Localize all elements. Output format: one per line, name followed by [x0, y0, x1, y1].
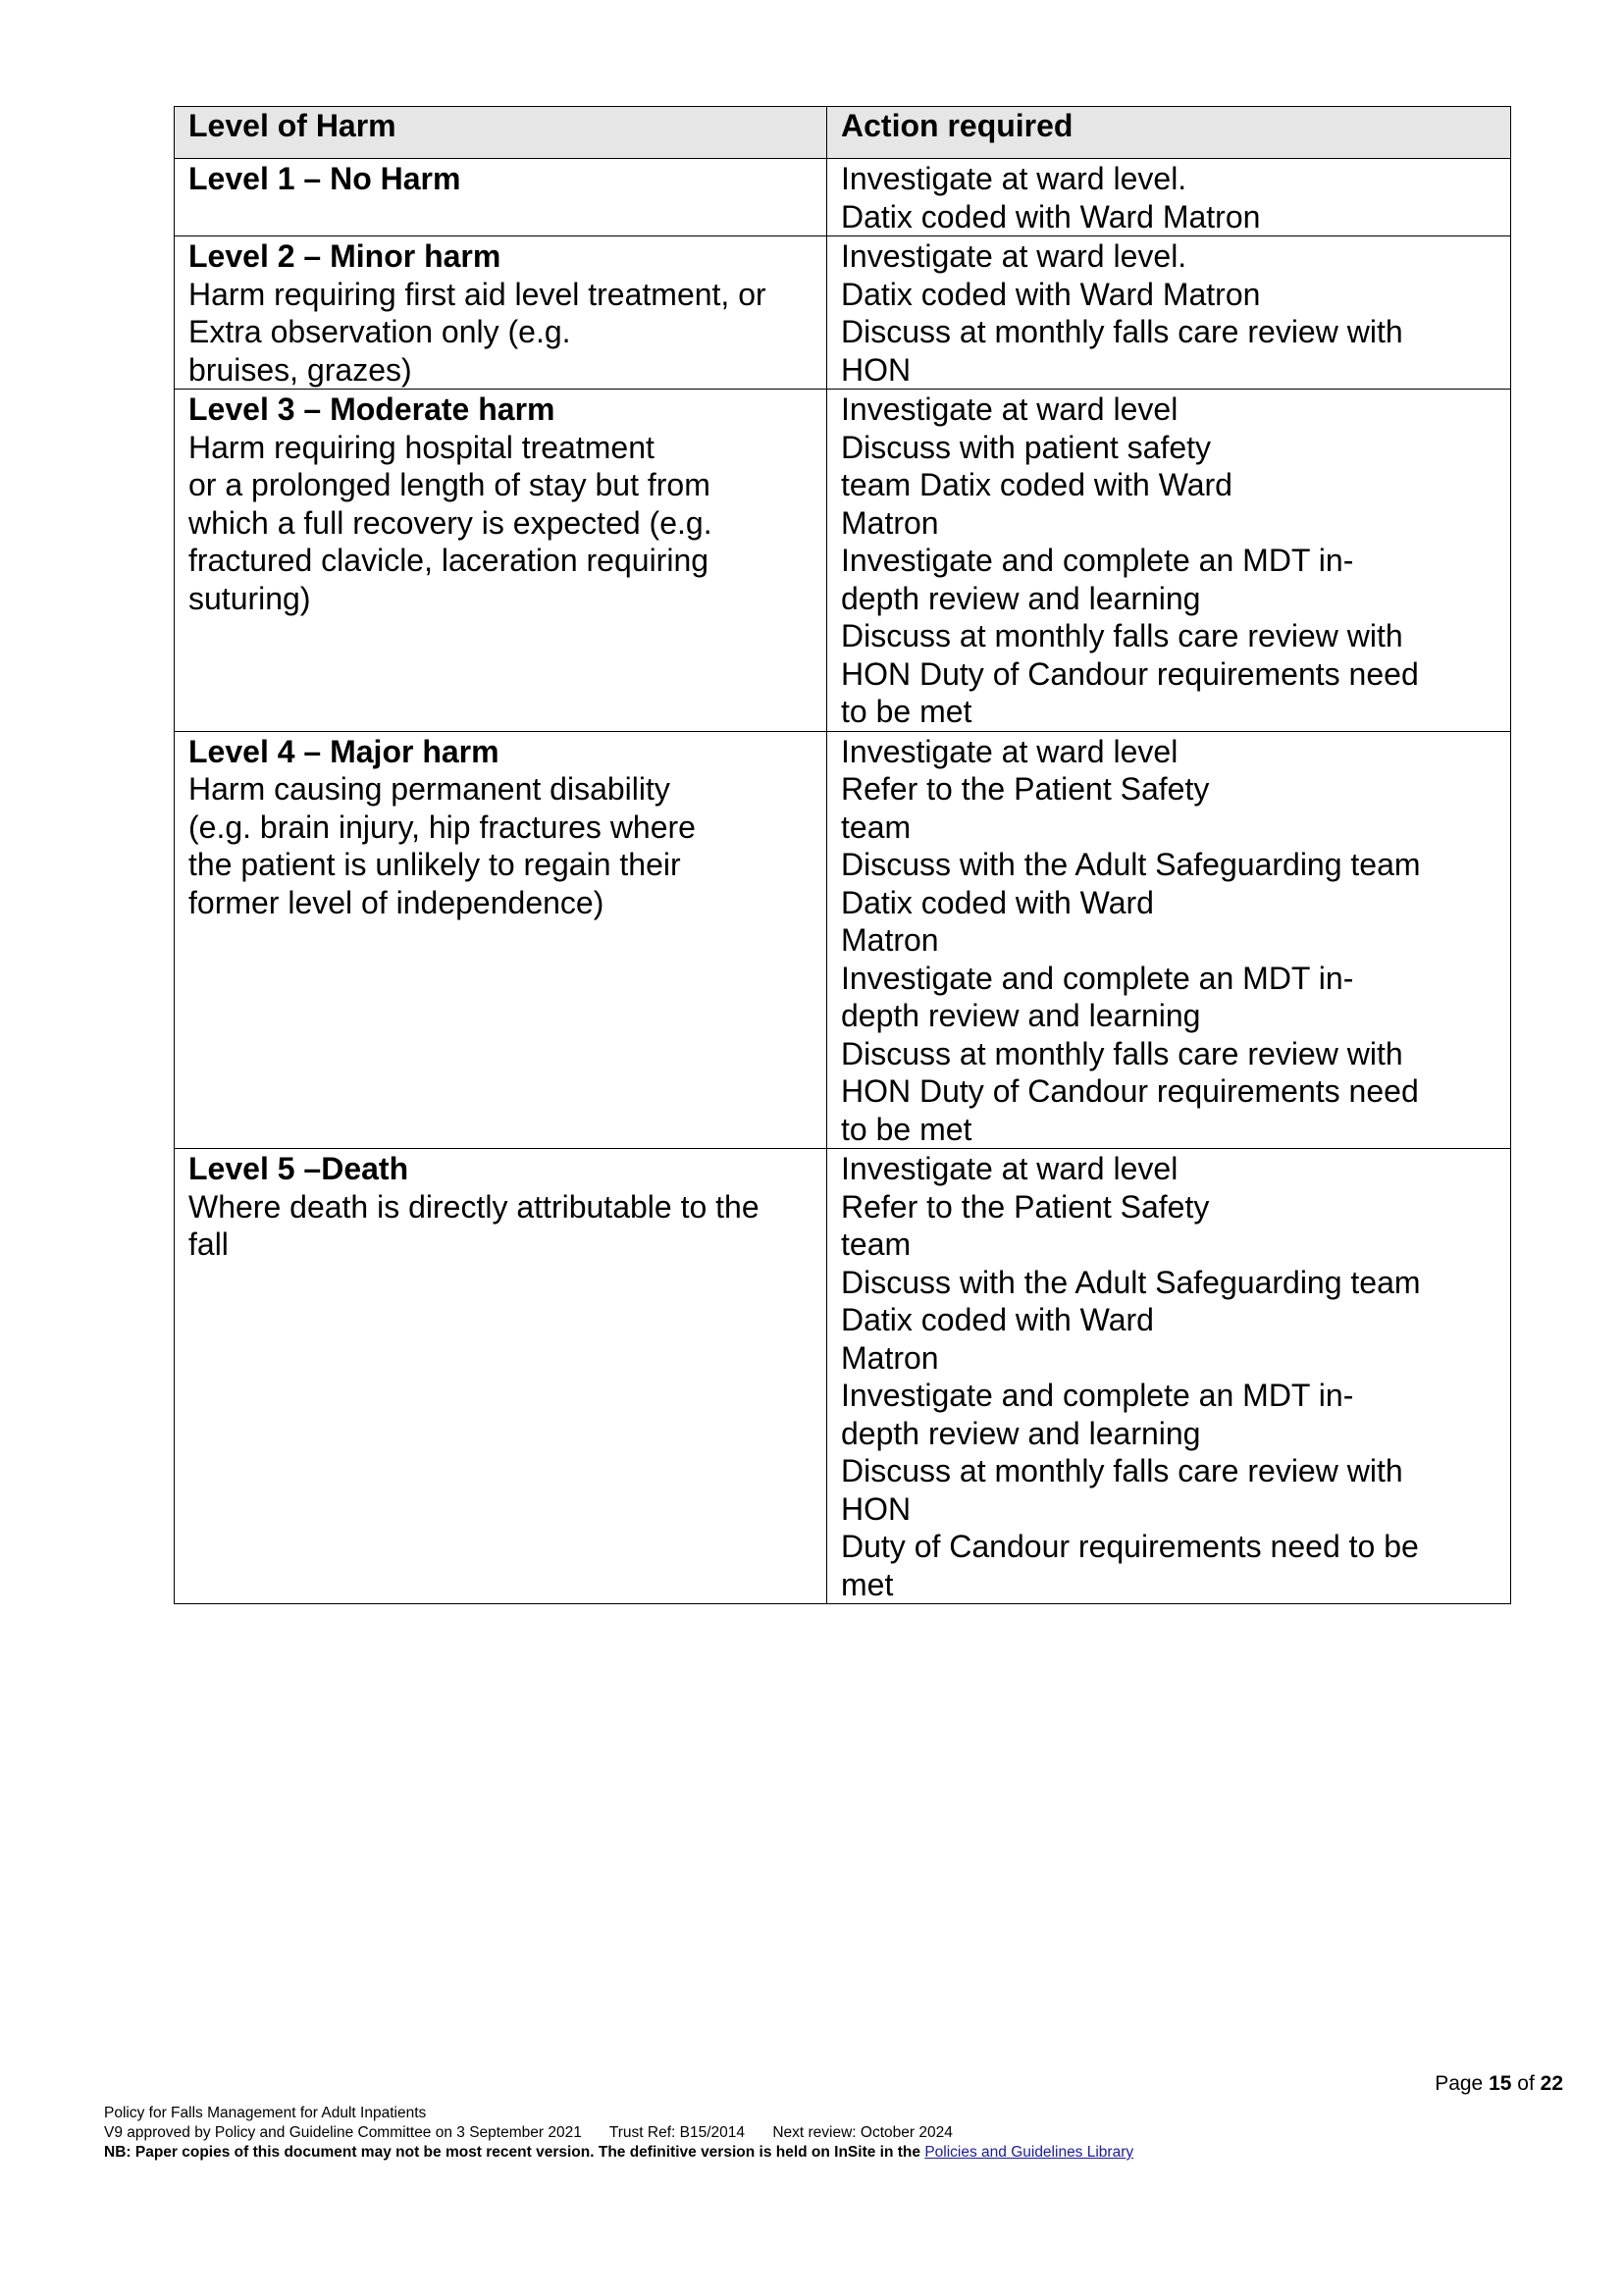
action-line: Datix coded with Ward — [841, 1302, 1154, 1337]
level-description-line: or a prolonged length of stay but from — [188, 467, 710, 502]
level-title: Level 2 – Minor harm — [188, 238, 501, 274]
footer-approval: V9 approved by Policy and Guideline Committee on 3 September 2021 — [104, 2124, 582, 2141]
action-line: to be met — [841, 694, 972, 729]
level-description-line: Harm causing permanent disability — [188, 771, 670, 807]
action-line: Refer to the Patient Safety — [841, 1188, 1210, 1225]
action-line: Datix coded with Ward Matron — [841, 276, 1261, 312]
level-title: Level 4 – Major harm — [188, 733, 499, 769]
footer-nb-line — [104, 2143, 1133, 2163]
level-description-line: (e.g. brain injury, hip fractures where — [188, 808, 696, 845]
page-number — [1435, 2072, 1563, 2096]
table-body — [175, 159, 1511, 1604]
footer-meta-line — [104, 2123, 1133, 2143]
header-action-required: Action required — [827, 107, 1511, 159]
action-line: Investigate and complete an MDT in- — [841, 543, 1354, 578]
level-description-line: suturing) — [188, 580, 311, 616]
action-line: Investigate at ward level — [841, 391, 1179, 427]
action-line: Matron — [841, 504, 939, 541]
action-line: Investigate and complete an MDT in- — [841, 960, 1354, 996]
action-line: Investigate at ward level — [841, 733, 1179, 769]
action-line: Discuss with the Adult Safeguarding team — [841, 1264, 1421, 1300]
page-label: Page — [1435, 2072, 1484, 2095]
level-description-line: Harm requiring hospital treatment — [188, 429, 655, 465]
level-description-line: the patient is unlikely to regain their — [188, 847, 681, 882]
level-description-line: former level of independence) — [188, 884, 604, 920]
action-line: HON Duty of Candour requirements need — [841, 655, 1419, 692]
action-cell — [827, 1149, 1511, 1604]
document-footer — [104, 2104, 1133, 2163]
action-line: HON — [841, 1490, 912, 1527]
action-line: Datix coded with Ward — [841, 884, 1154, 920]
table-row — [175, 731, 1511, 1149]
action-line: Matron — [841, 1339, 939, 1376]
action-line: Investigate and complete an MDT in- — [841, 1378, 1354, 1413]
action-line: depth review and learning — [841, 998, 1201, 1033]
action-line: depth review and learning — [841, 580, 1201, 616]
page-of: of — [1517, 2072, 1535, 2095]
action-line: Duty of Candour requirements need to be — [841, 1529, 1419, 1564]
action-line: Discuss with the Adult Safeguarding team — [841, 847, 1421, 882]
action-line: Discuss at monthly falls care review with — [841, 314, 1403, 349]
page-total: 22 — [1540, 2072, 1563, 2095]
action-cell — [827, 159, 1511, 236]
level-cell — [175, 1149, 827, 1604]
table-row — [175, 236, 1511, 390]
action-line: to be met — [841, 1111, 972, 1147]
action-line: Matron — [841, 922, 939, 958]
action-line: Investigate at ward level. — [841, 238, 1187, 274]
action-line: Discuss at monthly falls care review with — [841, 1035, 1403, 1071]
action-cell — [827, 236, 1511, 390]
footer-trust-ref: Trust Ref: B15/2014 — [608, 2124, 745, 2141]
action-line: Discuss with patient safety — [841, 429, 1212, 465]
action-cell — [827, 731, 1511, 1149]
level-cell — [175, 159, 827, 236]
action-line: Refer to the Patient Safety — [841, 771, 1210, 807]
action-line: Discuss at monthly falls care review with — [841, 618, 1403, 653]
level-description-line: Harm requiring first aid level treatment, or — [188, 276, 766, 312]
action-line: Investigate at ward level. — [841, 161, 1187, 196]
action-line: met — [841, 1566, 894, 1602]
level-description-line: fractured clavicle, laceration requiring — [188, 543, 709, 578]
action-line: Investigate at ward level — [841, 1151, 1179, 1186]
footer-next-review: Next review: October 2024 — [772, 2124, 953, 2141]
policies-library-link[interactable]: Policies and Guidelines Library — [924, 2144, 1134, 2161]
action-line: depth review and learning — [841, 1415, 1201, 1451]
level-title: Level 5 –Death — [188, 1151, 409, 1186]
footer-doc-title: Policy for Falls Management for Adult Inpatients — [104, 2105, 427, 2121]
action-line: team — [841, 808, 912, 845]
level-cell — [175, 731, 827, 1149]
level-description-line: Where death is directly attributable to the — [188, 1188, 760, 1225]
level-title: Level 3 – Moderate harm — [188, 391, 555, 427]
table-row — [175, 159, 1511, 236]
table-row — [175, 390, 1511, 732]
harm-levels-table — [174, 106, 1511, 1604]
level-description-line: bruises, grazes) — [188, 351, 412, 388]
table-header-row — [175, 107, 1511, 159]
level-cell — [175, 236, 827, 390]
action-line: team — [841, 1226, 912, 1262]
level-description-line: Extra observation only (e.g. — [188, 314, 571, 349]
page-current: 15 — [1489, 2072, 1512, 2095]
level-cell — [175, 390, 827, 732]
action-line: HON — [841, 351, 912, 388]
action-line: Discuss at monthly falls care review with — [841, 1453, 1403, 1488]
level-description-line: fall — [188, 1226, 229, 1262]
table-row — [175, 1149, 1511, 1604]
action-line: Datix coded with Ward Matron — [841, 198, 1261, 235]
action-cell — [827, 390, 1511, 732]
action-line: HON Duty of Candour requirements need — [841, 1073, 1419, 1109]
action-line: team Datix coded with Ward — [841, 467, 1232, 502]
level-description-line: which a full recovery is expected (e.g. — [188, 504, 712, 541]
level-title: Level 1 – No Harm — [188, 161, 461, 196]
header-level-of-harm: Level of Harm — [175, 107, 827, 159]
footer-nb-text: NB: Paper copies of this document may not be most recent version. The definitive version is held on InSite in the — [104, 2144, 920, 2161]
